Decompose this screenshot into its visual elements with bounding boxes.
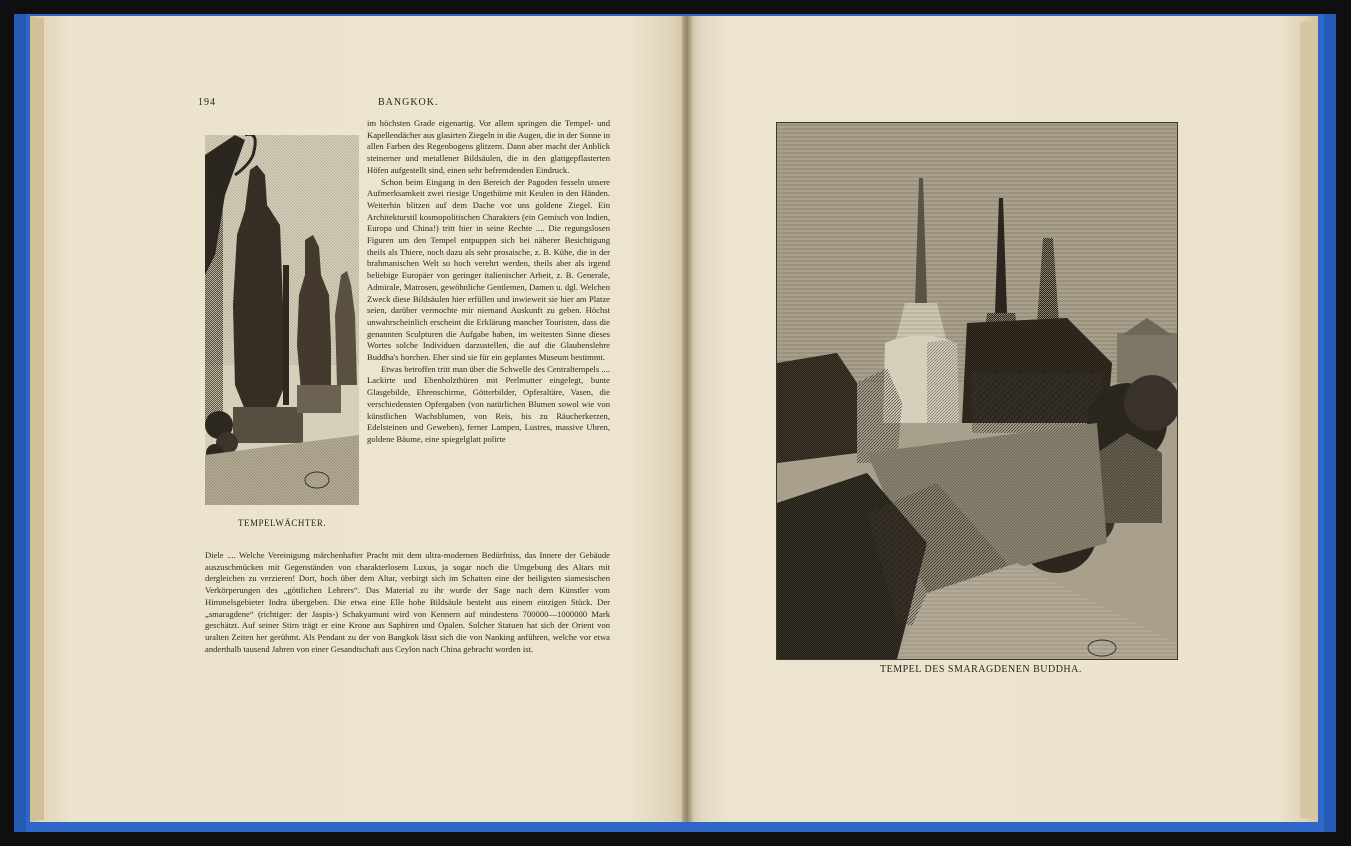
book-gutter bbox=[682, 16, 694, 822]
running-head: BANGKOK. bbox=[378, 97, 439, 108]
paragraph-3: Etwas betroffen tritt man über die Schwelle des Centraltempels .... Lackirte und Ebenholzthüren mit Perlmutter eingelegt, bunte Glasgebilde, Ehrenschirme, Götterbilder, Opferaltäre, Vasen, die verschiedensten Opfergaben (von natürlichen Blumen sowol wie von künstlichen Wachsblumen, von Reis, bis zu Räucherkerzen, Edelsteinen und Geweben), ferner Lampen, Lustres, massive Uhren, goldene Bäume, eine spiegelglatt polirte bbox=[367, 363, 610, 444]
left-figure-caption: TEMPELWÄCHTER. bbox=[238, 518, 327, 528]
paragraph-2: Schon beim Eingang in den Bereich der Pagoden fesseln unsere Aufmerksamkeit zwei riesige Ungethüme mit Keulen in den Händen. Weiterhin blitzen auf dem Dache vor uns goldene Ziegel. Ein Architekturstil kosmopolitischen Charakters (ein Gemisch von Indien, Europa und China!) tritt hier in seine Rechte .... Die regungslosen Figuren um den Tempel entpuppen sich bei näherer Besichtigung theils als Thiere, noch dazu als sehr prosaische, z. B. Kühe, die in der brahmanischen Welt so hoch verehrt werden, theils aber als irgend beliebige Europäer von geringer italienischer Arbeit, z. B. Generale, Admirale, Matrosen, gewöhnliche Gentlemen, Damen u. dgl. Welchen Zweck diese Bildsäulen hier erfüllen und inwieweit sie hier am Platze seien, darüber vermochte mir niemand Auskunft zu geben. Höchst unwahrscheinlich erscheint die Erklärung mancher Touristen, dass die genannten Sculpturen die Aufgabe haben, im weitesten Sinne dieses Wortes solche Individuen darzustellen, die auf die Glaubenslehre Buddha's horchen. Eher sind sie für ein geplantes Museum bestimmt. bbox=[367, 176, 610, 363]
right-figure-caption: TEMPEL DES SMARAGDENEN BUDDHA. bbox=[880, 664, 1082, 675]
page-edges-left bbox=[30, 18, 44, 820]
emerald-buddha-temple-engraving bbox=[776, 122, 1178, 660]
page-edges-right bbox=[1300, 22, 1316, 818]
temple-guardians-engraving bbox=[205, 135, 359, 505]
paragraph-1: im höchsten Grade eigenartig. Vor allem springen die Tempel- und Kapellendächer aus glasirten Ziegeln in die Augen, die in der Sonne in allen Farben des Regenbogens glitzern. Dann aber macht der Anblick steinerner und metallener Bildsäulen, die in den glattgepflasterten Höfen aufgestellt sind, einen sehr befremdenden Eindruck. bbox=[367, 118, 610, 175]
full-width-text: Diele .... Welche Vereinigung märchenhafter Pracht mit dem ultra-modernen Bedürfniss, das Innere der Gebäude auszuschmücken mit Gegenständen von charakterlosem Luxus, ja sogar noch die Umgebung des Altars mit dergleichen zu verzieren! Dort, hoch über dem Altar, verbirgt sich im Schatten eine der heiligsten siamesischen Verkörperungen des „göttlichen Lehrers“. Das Material zu ihr wurde der Sage nach dem Künstler vom Himmelsgebieter Indra übergeben. Die etwa eine Elle hohe Bildsäule besteht aus einem einzigen Stück. Der „smaragdene“ (richtiger: der Jaspis-) Schakyamuni wird von Kennern auf mindestens 700000—1000000 Mark geschätzt. Auf seiner Stirn trägt er eine Krone aus Saphiren und Opalen. Solcher Statuen hat sich der Orient von uralten Zeiten her gerühmt. Als Pendant zu der von Bangkok lässt sich die von Nanking anführen, welche vor etwa anderthalb tausend Jahren von einer Gesandtschaft aus Ceylon nach China gebracht worden ist. bbox=[205, 550, 610, 654]
page-number: 194 bbox=[198, 97, 216, 108]
column-text bbox=[367, 118, 610, 446]
cover-edge-left bbox=[14, 14, 26, 832]
cover-edge-right bbox=[1324, 14, 1336, 832]
